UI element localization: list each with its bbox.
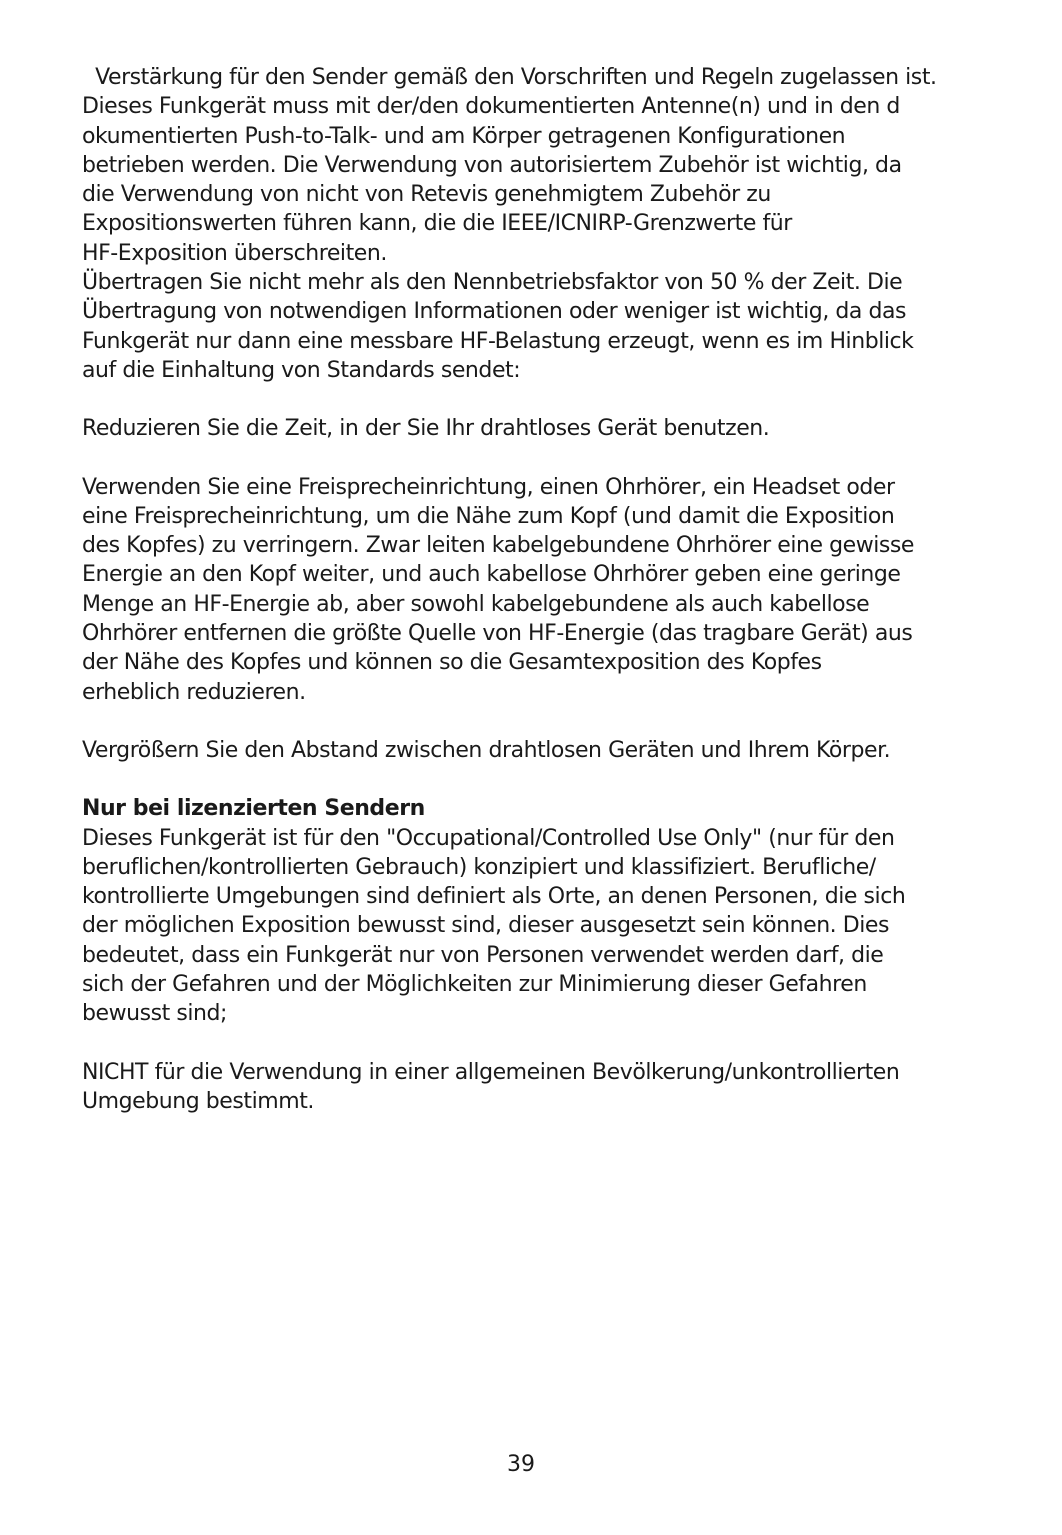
text-line: eine Freisprecheinrichtung, um die Nähe zum Kopf (und damit die Exposition (82, 503, 895, 529)
page-number: 39 (507, 1452, 535, 1477)
text-line: Übertragung von notwendigen Informationen oder weniger ist wichtig, da das (82, 299, 907, 325)
text-line: Energie an den Kopf weiter, und auch kabellose Ohrhörer geben eine geringe (82, 562, 901, 588)
text-line: erheblich reduzieren. (82, 679, 306, 705)
text-line: Umgebung bestimmt. (82, 1088, 314, 1114)
text-line: okumentierten Push-to-Talk- und am Körper getragenen Konfigurationen (82, 123, 846, 149)
paragraph-licensed-transmitters (82, 794, 1012, 1028)
text-line: auf die Einhaltung von Standards sendet: (82, 357, 521, 383)
text-line: der Nähe des Kopfes und können so die Gesamtexposition des Kopfes (82, 650, 822, 676)
paragraph-general-population (82, 1058, 1012, 1117)
text-line: Ohrhörer entfernen die größte Quelle von HF-Energie (das tragbare Gerät) aus (82, 621, 913, 647)
text-line: Expositionswerten führen kann, die die IEEE/ICNIRP-Grenzwerte für (82, 211, 792, 237)
text-line: Verwenden Sie eine Freisprecheinrichtung, einen Ohrhörer, ein Headset oder (82, 474, 895, 500)
paragraph-spacer (82, 707, 1012, 736)
paragraph-spacer (82, 765, 1012, 794)
text-line: HF-Exposition überschreiten. (82, 240, 387, 266)
paragraph-rf-exposure (82, 63, 1012, 385)
paragraph-reduce-time (82, 414, 1012, 443)
document-body (82, 63, 1012, 1116)
text-line: Funkgerät nur dann eine messbare HF-Belastung erzeugt, wenn es im Hinblick (82, 328, 914, 354)
text-line: die Verwendung von nicht von Retevis genehmigtem Zubehör zu (82, 182, 771, 208)
text-line: beruflichen/kontrollierten Gebrauch) konzipiert und klassifiziert. Berufliche/ (82, 854, 876, 880)
text-line: Vergrößern Sie den Abstand zwischen drahtlosen Geräten und Ihrem Körper. (82, 737, 891, 763)
section-heading: Nur bei lizenzierten Sendern (82, 796, 425, 822)
paragraph-distance (82, 736, 1012, 765)
text-line: der möglichen Exposition bewusst sind, dieser ausgesetzt sein können. Dies (82, 913, 890, 939)
text-line: NICHT für die Verwendung in einer allgemeinen Bevölkerung/unkontrollierten (82, 1059, 900, 1085)
text-line: Reduzieren Sie die Zeit, in der Sie Ihr drahtloses Gerät benutzen. (82, 416, 770, 442)
text-line: bewusst sind; (82, 1001, 228, 1027)
text-line: Übertragen Sie nicht mehr als den Nennbetriebsfaktor von 50 % der Zeit. Die (82, 270, 903, 296)
paragraph-spacer (82, 385, 1012, 414)
text-line: Dieses Funkgerät muss mit der/den dokumentierten Antenne(n) und in den d (82, 94, 900, 120)
text-line: betrieben werden. Die Verwendung von autorisiertem Zubehör ist wichtig, da (82, 152, 902, 178)
text-line: sich der Gefahren und der Möglichkeiten zur Minimierung dieser Gefahren (82, 972, 867, 998)
text-line: bedeutet, dass ein Funkgerät nur von Personen verwendet werden darf, die (82, 942, 884, 968)
text-line: Verstärkung für den Sender gemäß den Vorschriften und Regeln zugelassen ist. (82, 65, 937, 90)
text-line: Dieses Funkgerät ist für den "Occupational/Controlled Use Only" (nur für den (82, 825, 895, 851)
paragraph-spacer (82, 444, 1012, 473)
paragraph-spacer (82, 1029, 1012, 1058)
paragraph-handsfree (82, 473, 1012, 707)
text-line: Menge an HF-Energie ab, aber sowohl kabelgebundene als auch kabellose (82, 591, 870, 617)
text-line: des Kopfes) zu verringern. Zwar leiten kabelgebundene Ohrhörer eine gewisse (82, 533, 915, 559)
text-line: kontrollierte Umgebungen sind definiert als Orte, an denen Personen, die sich (82, 884, 906, 910)
